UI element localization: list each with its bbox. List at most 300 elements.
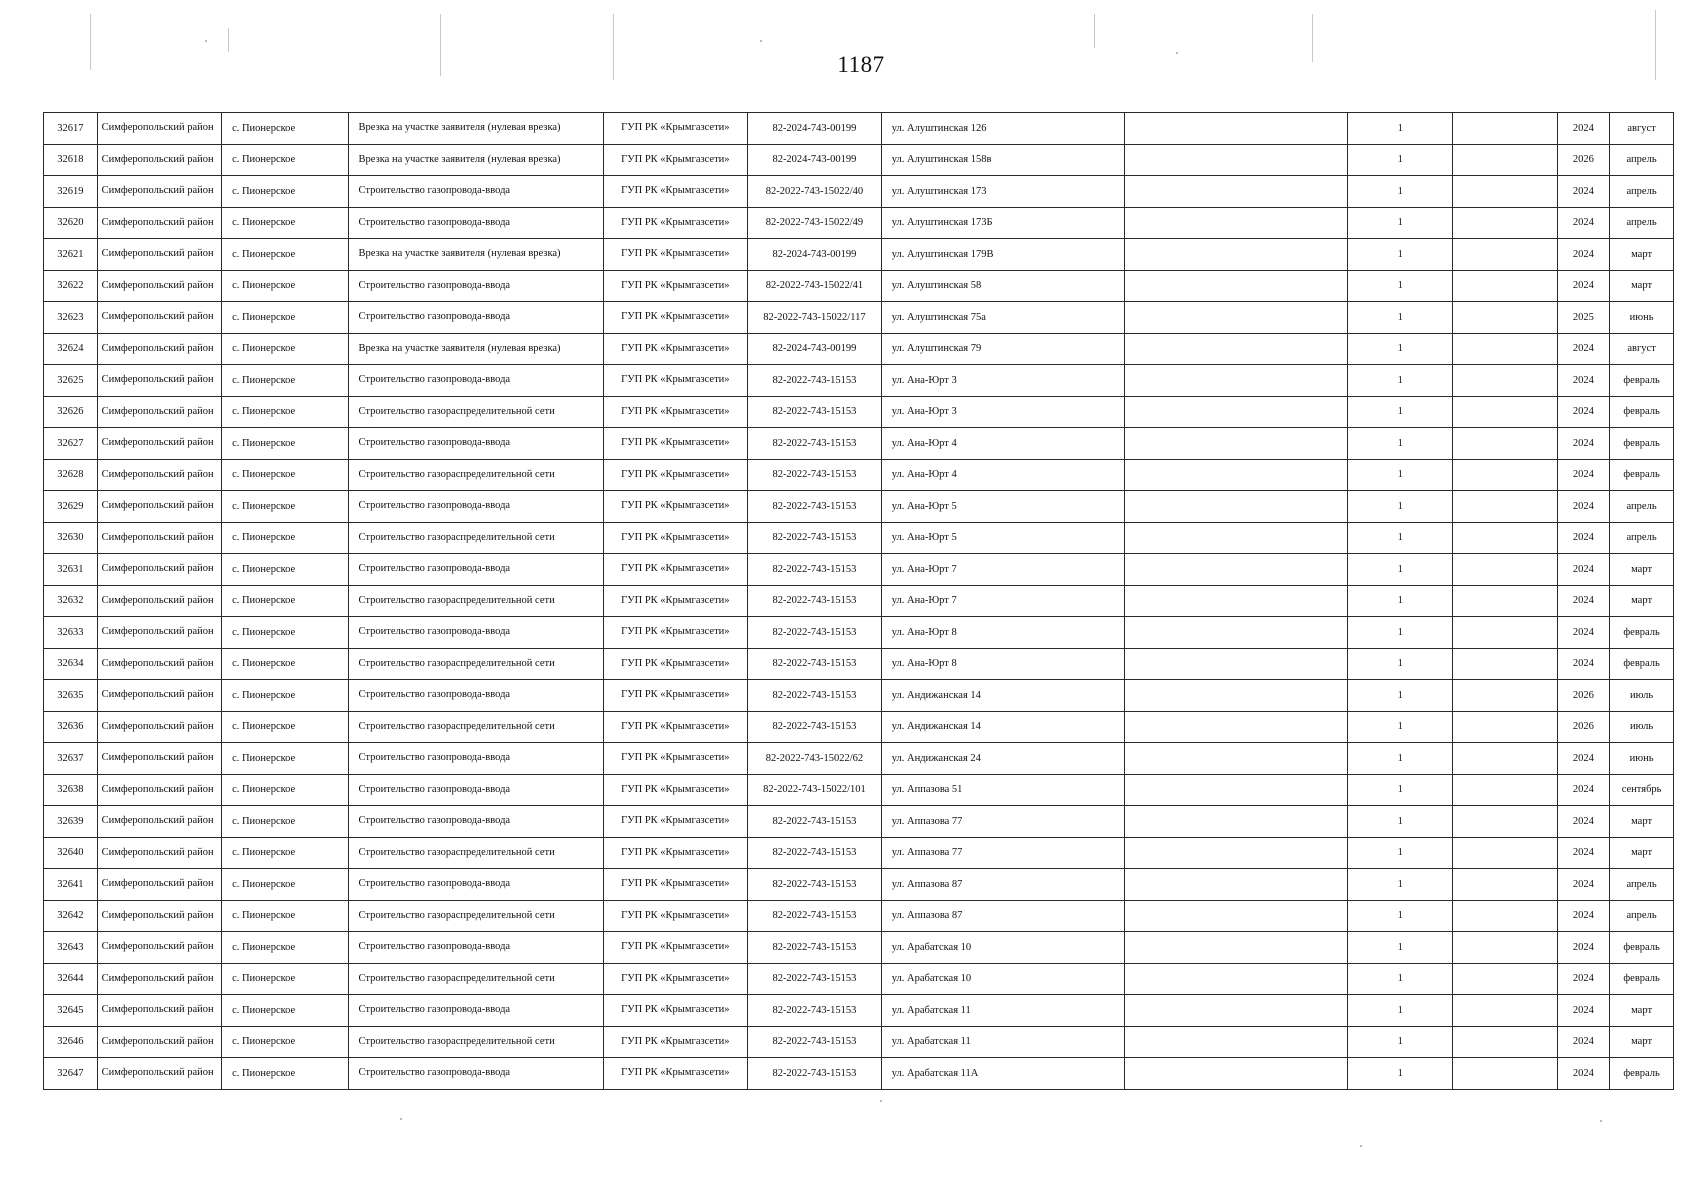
page-number: 1187: [837, 52, 885, 77]
village-cell: с. Пионерское: [222, 900, 348, 932]
empty-cell: [1453, 869, 1557, 901]
quantity-cell: 1: [1348, 995, 1453, 1027]
project-code-cell: 82-2022-743-15022/62: [748, 743, 882, 775]
work-type-cell: Строительство газопровода-ввода: [348, 207, 603, 239]
month-cell: апрель: [1610, 207, 1674, 239]
organization-cell: ГУП РК «Крымгазсети»: [603, 270, 748, 302]
organization-cell: ГУП РК «Крымгазсети»: [603, 963, 748, 995]
organization-cell: ГУП РК «Крымгазсети»: [603, 113, 748, 145]
month-cell: август: [1610, 113, 1674, 145]
project-code-cell: 82-2022-743-15153: [748, 837, 882, 869]
work-type-cell: Строительство газопровода-ввода: [348, 270, 603, 302]
work-type-cell: Строительство газораспределительной сети: [348, 648, 603, 680]
work-type-cell: Строительство газораспределительной сети: [348, 900, 603, 932]
month-cell: февраль: [1610, 932, 1674, 964]
organization-cell: ГУП РК «Крымгазсети»: [603, 617, 748, 649]
organization-cell: ГУП РК «Крымгазсети»: [603, 396, 748, 428]
year-cell: 2024: [1557, 869, 1610, 901]
village-cell: с. Пионерское: [222, 459, 348, 491]
organization-cell: ГУП РК «Крымгазсети»: [603, 522, 748, 554]
work-type-cell: Строительство газопровода-ввода: [348, 491, 603, 523]
project-code-cell: 82-2022-743-15153: [748, 1058, 882, 1090]
empty-cell: [1124, 144, 1348, 176]
empty-cell: [1124, 270, 1348, 302]
empty-cell: [1453, 302, 1557, 334]
empty-cell: [1124, 522, 1348, 554]
village-cell: с. Пионерское: [222, 648, 348, 680]
table-row: [44, 963, 1674, 995]
empty-cell: [1124, 459, 1348, 491]
empty-cell: [1453, 176, 1557, 208]
empty-cell: [1453, 491, 1557, 523]
row-number: 32644: [44, 963, 98, 995]
project-code-cell: 82-2022-743-15153: [748, 680, 882, 712]
project-code-cell: 82-2022-743-15022/40: [748, 176, 882, 208]
empty-cell: [1453, 900, 1557, 932]
month-cell: март: [1610, 585, 1674, 617]
work-type-cell: Строительство газопровода-ввода: [348, 680, 603, 712]
empty-cell: [1124, 554, 1348, 586]
row-number: 32645: [44, 995, 98, 1027]
empty-cell: [1124, 774, 1348, 806]
month-cell: июль: [1610, 711, 1674, 743]
row-number: 32621: [44, 239, 98, 271]
district-cell: Симферопольский район: [97, 554, 221, 586]
month-cell: февраль: [1610, 365, 1674, 397]
project-code-cell: 82-2022-743-15153: [748, 900, 882, 932]
empty-cell: [1453, 680, 1557, 712]
table-row: [44, 270, 1674, 302]
empty-cell: [1453, 585, 1557, 617]
quantity-cell: 1: [1348, 648, 1453, 680]
row-number: 32636: [44, 711, 98, 743]
village-cell: с. Пионерское: [222, 837, 348, 869]
organization-cell: ГУП РК «Крымгазсети»: [603, 365, 748, 397]
month-cell: апрель: [1610, 522, 1674, 554]
organization-cell: ГУП РК «Крымгазсети»: [603, 428, 748, 460]
empty-cell: [1453, 522, 1557, 554]
quantity-cell: 1: [1348, 522, 1453, 554]
address-cell: ул. Алуштинская 79: [881, 333, 1124, 365]
year-cell: 2024: [1557, 239, 1610, 271]
organization-cell: ГУП РК «Крымгазсети»: [603, 869, 748, 901]
address-cell: ул. Алуштинская 173Б: [881, 207, 1124, 239]
quantity-cell: 1: [1348, 806, 1453, 838]
project-code-cell: 82-2024-743-00199: [748, 113, 882, 145]
project-code-cell: 82-2022-743-15153: [748, 963, 882, 995]
district-cell: Симферопольский район: [97, 176, 221, 208]
table-row: [44, 648, 1674, 680]
year-cell: 2024: [1557, 743, 1610, 775]
address-cell: ул. Ана-Юрт 5: [881, 522, 1124, 554]
row-number: 32646: [44, 1026, 98, 1058]
table-row: [44, 995, 1674, 1027]
year-cell: 2024: [1557, 648, 1610, 680]
empty-cell: [1453, 270, 1557, 302]
village-cell: с. Пионерское: [222, 333, 348, 365]
district-cell: Симферопольский район: [97, 459, 221, 491]
month-cell: февраль: [1610, 617, 1674, 649]
year-cell: 2024: [1557, 396, 1610, 428]
empty-cell: [1124, 302, 1348, 334]
project-code-cell: 82-2022-743-15153: [748, 585, 882, 617]
empty-cell: [1124, 491, 1348, 523]
work-type-cell: Строительство газопровода-ввода: [348, 176, 603, 208]
village-cell: с. Пионерское: [222, 491, 348, 523]
table-row: [44, 711, 1674, 743]
table-row: [44, 522, 1674, 554]
project-code-cell: 82-2022-743-15153: [748, 428, 882, 460]
row-number: 32637: [44, 743, 98, 775]
quantity-cell: 1: [1348, 333, 1453, 365]
row-number: 32634: [44, 648, 98, 680]
village-cell: с. Пионерское: [222, 554, 348, 586]
month-cell: июнь: [1610, 302, 1674, 334]
month-cell: март: [1610, 806, 1674, 838]
organization-cell: ГУП РК «Крымгазсети»: [603, 1026, 748, 1058]
project-code-cell: 82-2024-743-00199: [748, 144, 882, 176]
year-cell: 2024: [1557, 806, 1610, 838]
quantity-cell: 1: [1348, 869, 1453, 901]
empty-cell: [1453, 554, 1557, 586]
table-row: [44, 491, 1674, 523]
row-number: 32647: [44, 1058, 98, 1090]
empty-cell: [1124, 995, 1348, 1027]
project-code-cell: 82-2024-743-00199: [748, 239, 882, 271]
project-code-cell: 82-2022-743-15153: [748, 522, 882, 554]
organization-cell: ГУП РК «Крымгазсети»: [603, 333, 748, 365]
work-type-cell: Строительство газопровода-ввода: [348, 869, 603, 901]
village-cell: с. Пионерское: [222, 585, 348, 617]
address-cell: ул. Арабатская 10: [881, 963, 1124, 995]
year-cell: 2024: [1557, 617, 1610, 649]
table-row: [44, 1026, 1674, 1058]
district-cell: Симферопольский район: [97, 995, 221, 1027]
work-type-cell: Строительство газораспределительной сети: [348, 1026, 603, 1058]
empty-cell: [1453, 396, 1557, 428]
quantity-cell: 1: [1348, 585, 1453, 617]
empty-cell: [1124, 239, 1348, 271]
quantity-cell: 1: [1348, 428, 1453, 460]
quantity-cell: 1: [1348, 617, 1453, 649]
month-cell: март: [1610, 554, 1674, 586]
district-cell: Симферопольский район: [97, 680, 221, 712]
project-code-cell: 82-2022-743-15153: [748, 869, 882, 901]
village-cell: с. Пионерское: [222, 806, 348, 838]
year-cell: 2024: [1557, 995, 1610, 1027]
empty-cell: [1453, 806, 1557, 838]
empty-cell: [1453, 459, 1557, 491]
address-cell: ул. Ана-Юрт 5: [881, 491, 1124, 523]
address-cell: ул. Ана-Юрт 3: [881, 396, 1124, 428]
quantity-cell: 1: [1348, 743, 1453, 775]
month-cell: апрель: [1610, 491, 1674, 523]
empty-cell: [1453, 365, 1557, 397]
address-cell: ул. Арабатская 10: [881, 932, 1124, 964]
empty-cell: [1124, 333, 1348, 365]
empty-cell: [1124, 1058, 1348, 1090]
organization-cell: ГУП РК «Крымгазсети»: [603, 207, 748, 239]
year-cell: 2024: [1557, 491, 1610, 523]
year-cell: 2026: [1557, 711, 1610, 743]
village-cell: с. Пионерское: [222, 176, 348, 208]
empty-cell: [1453, 617, 1557, 649]
organization-cell: ГУП РК «Крымгазсети»: [603, 554, 748, 586]
organization-cell: ГУП РК «Крымгазсети»: [603, 711, 748, 743]
village-cell: с. Пионерское: [222, 113, 348, 145]
organization-cell: ГУП РК «Крымгазсети»: [603, 491, 748, 523]
quantity-cell: 1: [1348, 113, 1453, 145]
work-type-cell: Строительство газораспределительной сети: [348, 837, 603, 869]
quantity-cell: 1: [1348, 1058, 1453, 1090]
quantity-cell: 1: [1348, 396, 1453, 428]
work-type-cell: Строительство газопровода-ввода: [348, 932, 603, 964]
work-type-cell: Врезка на участке заявителя (нулевая врезка): [348, 239, 603, 271]
address-cell: ул. Арабатская 11А: [881, 1058, 1124, 1090]
empty-cell: [1124, 932, 1348, 964]
organization-cell: ГУП РК «Крымгазсети»: [603, 806, 748, 838]
row-number: 32627: [44, 428, 98, 460]
district-cell: Симферопольский район: [97, 585, 221, 617]
empty-cell: [1124, 1026, 1348, 1058]
district-cell: Симферопольский район: [97, 1058, 221, 1090]
year-cell: 2024: [1557, 365, 1610, 397]
empty-cell: [1453, 239, 1557, 271]
year-cell: 2024: [1557, 333, 1610, 365]
quantity-cell: 1: [1348, 963, 1453, 995]
quantity-cell: 1: [1348, 239, 1453, 271]
district-cell: Симферопольский район: [97, 806, 221, 838]
quantity-cell: 1: [1348, 144, 1453, 176]
work-type-cell: Врезка на участке заявителя (нулевая врезка): [348, 113, 603, 145]
year-cell: 2024: [1557, 554, 1610, 586]
work-type-cell: Строительство газораспределительной сети: [348, 585, 603, 617]
project-code-cell: 82-2022-743-15153: [748, 932, 882, 964]
year-cell: 2024: [1557, 428, 1610, 460]
district-cell: Симферопольский район: [97, 302, 221, 334]
work-type-cell: Строительство газопровода-ввода: [348, 806, 603, 838]
month-cell: март: [1610, 837, 1674, 869]
project-code-cell: 82-2022-743-15153: [748, 648, 882, 680]
month-cell: апрель: [1610, 176, 1674, 208]
year-cell: 2024: [1557, 837, 1610, 869]
table-row: [44, 837, 1674, 869]
empty-cell: [1124, 365, 1348, 397]
project-code-cell: 82-2022-743-15022/49: [748, 207, 882, 239]
work-type-cell: Строительство газораспределительной сети: [348, 396, 603, 428]
year-cell: 2024: [1557, 1058, 1610, 1090]
address-cell: ул. Арабатская 11: [881, 995, 1124, 1027]
address-cell: ул. Аппазова 77: [881, 837, 1124, 869]
project-code-cell: 82-2022-743-15022/41: [748, 270, 882, 302]
empty-cell: [1453, 995, 1557, 1027]
project-code-cell: 82-2022-743-15153: [748, 995, 882, 1027]
organization-cell: ГУП РК «Крымгазсети»: [603, 176, 748, 208]
quantity-cell: 1: [1348, 900, 1453, 932]
month-cell: март: [1610, 239, 1674, 271]
table-row: [44, 680, 1674, 712]
empty-cell: [1124, 176, 1348, 208]
address-cell: ул. Ана-Юрт 8: [881, 648, 1124, 680]
quantity-cell: 1: [1348, 365, 1453, 397]
empty-cell: [1453, 932, 1557, 964]
empty-cell: [1453, 144, 1557, 176]
empty-cell: [1453, 837, 1557, 869]
address-cell: ул. Аппазова 51: [881, 774, 1124, 806]
table-row: [44, 554, 1674, 586]
district-cell: Симферопольский район: [97, 333, 221, 365]
row-number: 32643: [44, 932, 98, 964]
village-cell: с. Пионерское: [222, 932, 348, 964]
project-code-cell: 82-2022-743-15153: [748, 617, 882, 649]
address-cell: ул. Ана-Юрт 7: [881, 554, 1124, 586]
address-cell: ул. Алуштинская 179В: [881, 239, 1124, 271]
empty-cell: [1124, 428, 1348, 460]
organization-cell: ГУП РК «Крымгазсети»: [603, 648, 748, 680]
quantity-cell: 1: [1348, 270, 1453, 302]
table-row: [44, 1058, 1674, 1090]
work-type-cell: Строительство газопровода-ввода: [348, 302, 603, 334]
row-number: 32624: [44, 333, 98, 365]
organization-cell: ГУП РК «Крымгазсети»: [603, 459, 748, 491]
empty-cell: [1124, 113, 1348, 145]
month-cell: март: [1610, 995, 1674, 1027]
month-cell: апрель: [1610, 900, 1674, 932]
row-number: 32630: [44, 522, 98, 554]
empty-cell: [1453, 428, 1557, 460]
address-cell: ул. Алуштинская 75а: [881, 302, 1124, 334]
district-cell: Симферопольский район: [97, 617, 221, 649]
empty-cell: [1124, 900, 1348, 932]
empty-cell: [1453, 333, 1557, 365]
month-cell: апрель: [1610, 144, 1674, 176]
organization-cell: ГУП РК «Крымгазсети»: [603, 144, 748, 176]
month-cell: апрель: [1610, 869, 1674, 901]
address-cell: ул. Алуштинская 173: [881, 176, 1124, 208]
work-type-cell: Врезка на участке заявителя (нулевая врезка): [348, 333, 603, 365]
project-code-cell: 82-2022-743-15153: [748, 459, 882, 491]
village-cell: с. Пионерское: [222, 144, 348, 176]
table-row: [44, 459, 1674, 491]
organization-cell: ГУП РК «Крымгазсети»: [603, 239, 748, 271]
year-cell: 2024: [1557, 932, 1610, 964]
address-cell: ул. Алуштинская 58: [881, 270, 1124, 302]
village-cell: с. Пионерское: [222, 1058, 348, 1090]
row-number: 32623: [44, 302, 98, 334]
month-cell: март: [1610, 1026, 1674, 1058]
registry-body: [44, 113, 1674, 1090]
month-cell: август: [1610, 333, 1674, 365]
district-cell: Симферопольский район: [97, 239, 221, 271]
quantity-cell: 1: [1348, 1026, 1453, 1058]
address-cell: ул. Ана-Юрт 7: [881, 585, 1124, 617]
empty-cell: [1124, 743, 1348, 775]
work-type-cell: Строительство газопровода-ввода: [348, 995, 603, 1027]
quantity-cell: 1: [1348, 774, 1453, 806]
row-number: 32638: [44, 774, 98, 806]
district-cell: Симферопольский район: [97, 711, 221, 743]
address-cell: ул. Аппазова 87: [881, 869, 1124, 901]
village-cell: с. Пионерское: [222, 963, 348, 995]
row-number: 32641: [44, 869, 98, 901]
district-cell: Симферопольский район: [97, 144, 221, 176]
village-cell: с. Пионерское: [222, 302, 348, 334]
table-row: [44, 113, 1674, 145]
organization-cell: ГУП РК «Крымгазсети»: [603, 995, 748, 1027]
year-cell: 2024: [1557, 774, 1610, 806]
district-cell: Симферопольский район: [97, 869, 221, 901]
table-row: [44, 333, 1674, 365]
quantity-cell: 1: [1348, 932, 1453, 964]
row-number: 32618: [44, 144, 98, 176]
quantity-cell: 1: [1348, 459, 1453, 491]
year-cell: 2024: [1557, 1026, 1610, 1058]
quantity-cell: 1: [1348, 491, 1453, 523]
village-cell: с. Пионерское: [222, 680, 348, 712]
address-cell: ул. Андижанская 14: [881, 680, 1124, 712]
row-number: 32631: [44, 554, 98, 586]
empty-cell: [1453, 711, 1557, 743]
project-code-cell: 82-2022-743-15153: [748, 1026, 882, 1058]
year-cell: 2026: [1557, 680, 1610, 712]
work-type-cell: Строительство газораспределительной сети: [348, 711, 603, 743]
table-row: [44, 176, 1674, 208]
district-cell: Симферопольский район: [97, 522, 221, 554]
village-cell: с. Пионерское: [222, 711, 348, 743]
empty-cell: [1124, 869, 1348, 901]
district-cell: Симферопольский район: [97, 837, 221, 869]
empty-cell: [1453, 743, 1557, 775]
village-cell: с. Пионерское: [222, 522, 348, 554]
address-cell: ул. Аппазова 87: [881, 900, 1124, 932]
organization-cell: ГУП РК «Крымгазсети»: [603, 1058, 748, 1090]
table-row: [44, 774, 1674, 806]
address-cell: ул. Алуштинская 158в: [881, 144, 1124, 176]
village-cell: с. Пионерское: [222, 239, 348, 271]
address-cell: ул. Арабатская 11: [881, 1026, 1124, 1058]
year-cell: 2025: [1557, 302, 1610, 334]
year-cell: 2024: [1557, 522, 1610, 554]
row-number: 32635: [44, 680, 98, 712]
district-cell: Симферопольский район: [97, 270, 221, 302]
village-cell: с. Пионерское: [222, 995, 348, 1027]
month-cell: февраль: [1610, 1058, 1674, 1090]
empty-cell: [1124, 617, 1348, 649]
organization-cell: ГУП РК «Крымгазсети»: [603, 837, 748, 869]
address-cell: ул. Андижанская 14: [881, 711, 1124, 743]
quantity-cell: 1: [1348, 711, 1453, 743]
row-number: 32628: [44, 459, 98, 491]
organization-cell: ГУП РК «Крымгазсети»: [603, 932, 748, 964]
work-type-cell: Врезка на участке заявителя (нулевая врезка): [348, 144, 603, 176]
address-cell: ул. Аппазова 77: [881, 806, 1124, 838]
district-cell: Симферопольский район: [97, 743, 221, 775]
month-cell: июль: [1610, 680, 1674, 712]
quantity-cell: 1: [1348, 207, 1453, 239]
row-number: 32626: [44, 396, 98, 428]
project-code-cell: 82-2022-743-15153: [748, 554, 882, 586]
empty-cell: [1453, 1026, 1557, 1058]
empty-cell: [1453, 963, 1557, 995]
empty-cell: [1453, 648, 1557, 680]
village-cell: с. Пионерское: [222, 1026, 348, 1058]
table-row: [44, 932, 1674, 964]
district-cell: Симферопольский район: [97, 1026, 221, 1058]
district-cell: Симферопольский район: [97, 113, 221, 145]
year-cell: 2024: [1557, 113, 1610, 145]
organization-cell: ГУП РК «Крымгазсети»: [603, 900, 748, 932]
month-cell: июнь: [1610, 743, 1674, 775]
